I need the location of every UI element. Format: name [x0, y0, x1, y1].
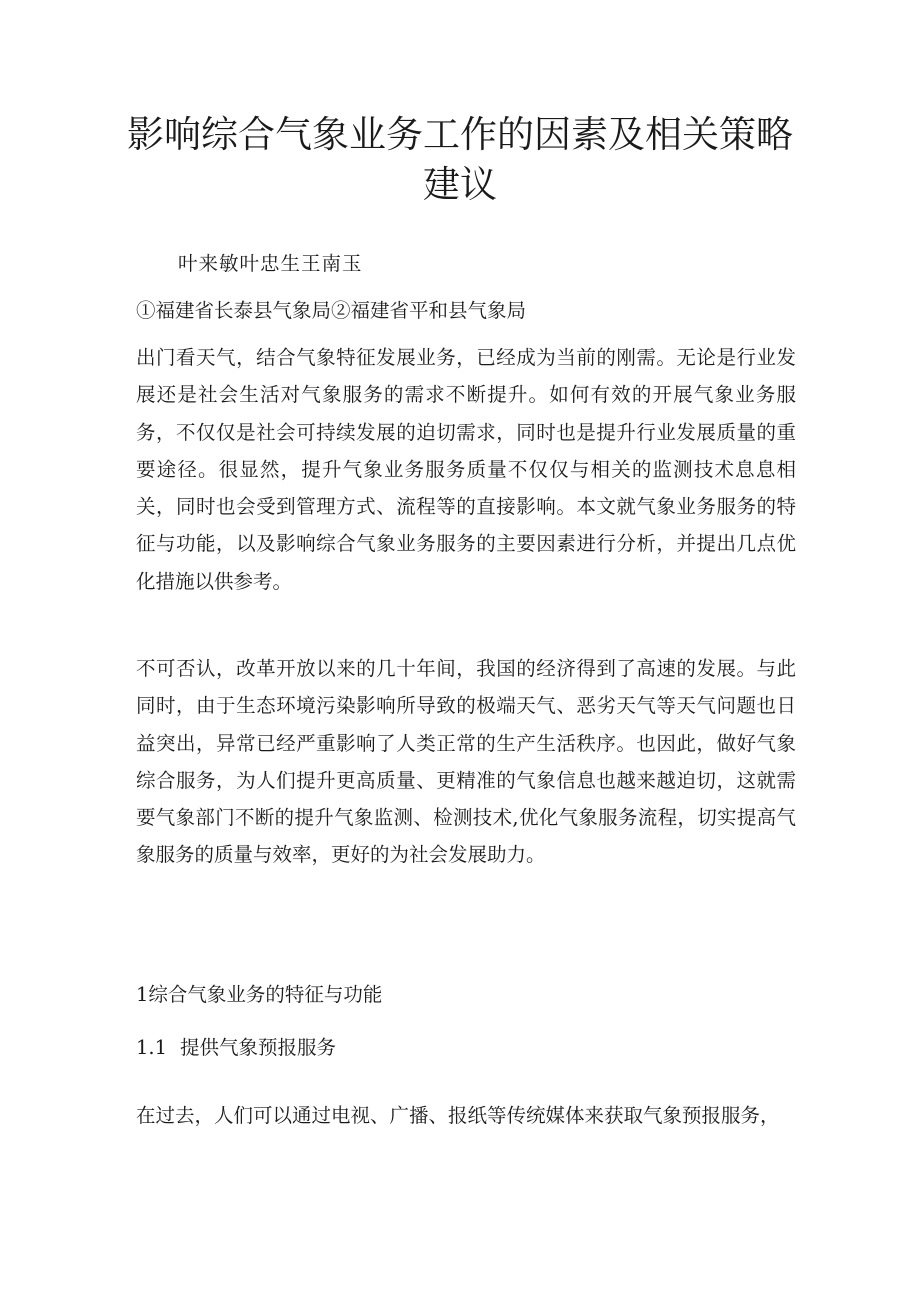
- section-heading: 1综合气象业务的特征与功能: [136, 983, 383, 1006]
- subsection-heading: [136, 1035, 336, 1061]
- paragraph-background: 不可否认，改革开放以来的几十年间，我国的经济得到了高速的发展。与此同时，由于生态环境污染影响所导致的极端天气、恶劣天气等天气问题也日益突出，异常已经严重影响了人类正常的生产生活秩序。也因此，做好气象综合服务，为人们提升更高质量、更精准的气象信息也越来越迫切，这就需要气象部门不断的提升气象监测、检测技术,优化气象服务流程，切实提高气象服务的质量与效率，更好的为社会发展助力。: [136, 657, 796, 867]
- document-title: 影响综合气象业务工作的因素及相关策略建议: [127, 113, 793, 206]
- paragraph-forecast: 在过去，人们可以通过电视、广播、报纸等传统媒体来获取气象预报服务，: [136, 1104, 780, 1127]
- subsection-title: 提供气象预报服务: [180, 1036, 337, 1059]
- affiliation-line: ①福建省长泰县气象局②福建省平和县气象局: [136, 299, 527, 322]
- author-line: 叶来敏叶忠生王南玉: [178, 252, 363, 275]
- paragraph-intro: 出门看天气，结合气象特征发展业务，已经成为当前的刚需。无论是行业发展还是社会生活对气象服务的需求不断提升。如何有效的开展气象业务服务，不仅仅是社会可持续发展的迫切需求，同时也是提升行业发展质量的重要途径。很显然，提升气象业务服务质量不仅仅与相关的监测技术息息相关，同时也会受到管理方式、流程等的直接影响。本文就气象业务服务的特征与功能，以及影响综合气象业务服务的主要因素进行分析，并提出几点优化措施以供参考。: [136, 346, 796, 593]
- subsection-number: 1.1: [136, 1036, 168, 1059]
